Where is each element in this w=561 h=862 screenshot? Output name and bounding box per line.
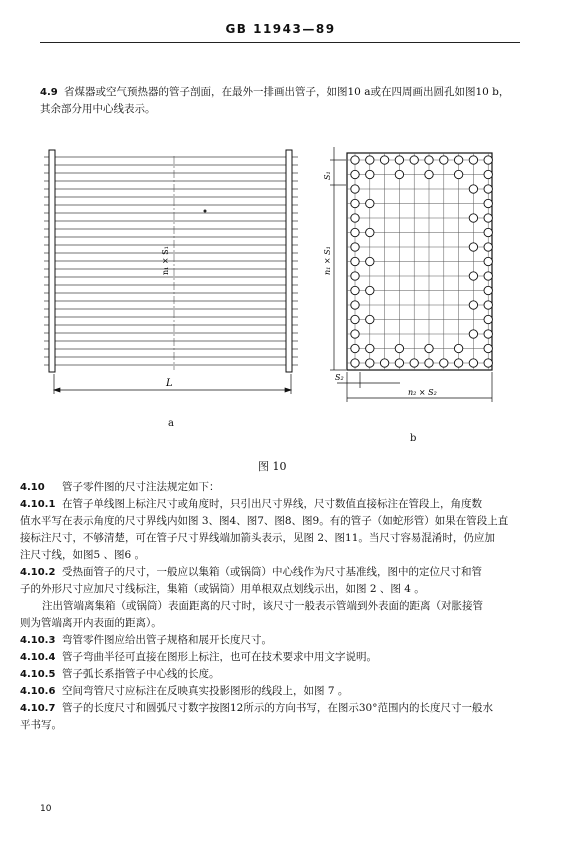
tube-hole <box>425 359 433 367</box>
section-number: 4.10.2 <box>20 567 56 578</box>
tube-hole <box>484 170 492 178</box>
tube-hole <box>484 315 492 323</box>
tube-hole <box>469 359 477 367</box>
section-text: 注出管端离集箱（或锅筒）表面距离的尺寸时，该尺寸一般表示管端到外表面的距离（对胀接管 <box>42 600 483 612</box>
section-number: 4.10 <box>20 482 45 493</box>
tube-hole <box>484 301 492 309</box>
tube-hole <box>351 272 359 280</box>
tube-hole <box>469 301 477 309</box>
dim-n2s2-label: n₂ × S₂ <box>408 388 437 397</box>
tube-hole <box>351 156 359 164</box>
section-number: 4.9 <box>40 87 58 98</box>
section-text: 在管子单线图上标注尺寸或角度时，只引出尺寸界线，尺寸数值直接标注在管段上，角度数 <box>62 498 482 510</box>
tube-hole <box>469 243 477 251</box>
tube-hole <box>395 170 403 178</box>
tube-hole <box>380 359 388 367</box>
tube-hole <box>351 257 359 265</box>
tube-hole <box>366 286 374 294</box>
dim-s1-label: S₁ <box>323 171 332 180</box>
tube-hole <box>366 170 374 178</box>
tube-hole <box>425 156 433 164</box>
tube-hole <box>351 359 359 367</box>
section-text: 弯管零件图应给出管子规格和展开长度尺寸。 <box>62 634 272 646</box>
tube-hole <box>484 243 492 251</box>
section-text: 接标注尺寸，不够清楚，可在管子尺寸界线端加箭头表示，见图 2、图11。当尺寸容易混淆时，仍应加 <box>20 532 495 544</box>
tube-hole <box>484 330 492 338</box>
tube-hole <box>366 228 374 236</box>
tube-hole <box>484 359 492 367</box>
figure-label-b: b <box>410 433 417 444</box>
tube-hole <box>484 199 492 207</box>
tube-hole <box>484 344 492 352</box>
tube-hole <box>395 359 403 367</box>
section-text: 值水平写在表示角度的尺寸界线内如图 3、图4、图7、图8、图9。有的管子（如蛇形管）如果在管段上直 <box>20 515 509 527</box>
section-text: 省煤器或空气预热器的管子剖面，在最外一排画出管子，如图10 a或在四周画出圆孔如图10 b， <box>64 86 510 98</box>
section-text: 管子弯曲半径可直接在图形上标注，也可在技术要求中用文字说明。 <box>62 651 377 663</box>
section-text: 受热面管子的尺寸，一般应以集箱（或锅筒）中心线作为尺寸基准线，图中的定位尺寸和管 <box>62 566 482 578</box>
tube-hole <box>366 156 374 164</box>
tube-hole <box>454 170 462 178</box>
tube-hole <box>484 214 492 222</box>
dim-n2s2 <box>347 372 492 402</box>
tube-hole <box>469 330 477 338</box>
tube-hole <box>351 185 359 193</box>
section-4-10 <box>20 479 550 734</box>
tube-hole <box>484 228 492 236</box>
section-number: 4.10.6 <box>20 686 56 697</box>
tube-hole <box>454 359 462 367</box>
page-number: 10 <box>40 804 52 814</box>
dim-n1s1-label: n₁ × S₁ <box>161 246 170 275</box>
tube-hole <box>351 301 359 309</box>
section-text: 子的外形尺寸应加尺寸线标注，集箱（或锅筒）用单根双点划线示出，如图 2 、图 4 。 <box>20 583 425 595</box>
section-text: 注尺寸线，如图5 、图6 。 <box>20 549 146 561</box>
tube-hole <box>395 344 403 352</box>
section-text: 管子的长度尺寸和圆弧尺寸数字按图12所示的方向书写，在图示30°范围内的长度尺寸一般水 <box>62 702 493 714</box>
section-text: 空间弯管尺寸应标注在反映真实投影图形的线段上，如图 7 。 <box>62 685 349 697</box>
tube-hole <box>366 359 374 367</box>
dim-s2 <box>337 372 400 402</box>
section-text: 平书写。 <box>20 719 62 731</box>
tube-hole <box>440 156 448 164</box>
tube-hole <box>454 344 462 352</box>
tube-hole <box>366 257 374 265</box>
tube-hole <box>484 257 492 265</box>
tube-hole <box>440 359 448 367</box>
tube-hole <box>380 156 388 164</box>
tube-hole <box>351 214 359 222</box>
standard-number-header: GB 11943—89 <box>225 22 336 36</box>
tube-hole <box>351 170 359 178</box>
tube-hole <box>351 199 359 207</box>
tube-hole <box>351 315 359 323</box>
tube-hole <box>469 214 477 222</box>
figure-label-a: a <box>168 418 174 429</box>
section-text: 则为管端离开内表面的距离）。 <box>20 617 162 629</box>
tube-hole <box>351 330 359 338</box>
section-number: 4.10.1 <box>20 499 56 510</box>
tube-hole <box>366 199 374 207</box>
section-text: 管子弧长系指管子中心线的长度。 <box>62 668 220 680</box>
figure-caption: 图 10 <box>258 460 287 473</box>
dim-s1 <box>330 147 346 370</box>
tube-hole <box>351 228 359 236</box>
dim-L-label: L <box>166 378 173 389</box>
section-number: 4.10.3 <box>20 635 56 646</box>
tube-hole <box>351 286 359 294</box>
section-text: 其余部分用中心线表示。 <box>40 103 156 115</box>
tube-hole <box>484 156 492 164</box>
tube-hole <box>425 170 433 178</box>
section-number: 4.10.7 <box>20 703 56 714</box>
tube-hole <box>469 156 477 164</box>
tube-hole <box>469 185 477 193</box>
tube-hole <box>366 344 374 352</box>
dim-s2-label: S₂ <box>335 373 344 382</box>
section-number: 4.10.4 <box>20 652 56 663</box>
dim-n1s1-b-label: n₁ × S₁ <box>323 246 332 275</box>
tube-hole <box>395 156 403 164</box>
tube-hole <box>484 286 492 294</box>
tube-hole <box>410 156 418 164</box>
section-number: 4.10.5 <box>20 669 56 680</box>
section-text: 管子零件图的尺寸注法规定如下： <box>62 481 220 493</box>
tube-hole <box>425 344 433 352</box>
tube-hole <box>351 243 359 251</box>
tube-hole <box>484 185 492 193</box>
tube-hole <box>454 156 462 164</box>
tube-hole <box>366 315 374 323</box>
tube-hole <box>484 272 492 280</box>
tube-hole <box>351 344 359 352</box>
tube-hole <box>469 272 477 280</box>
tube-hole <box>410 359 418 367</box>
